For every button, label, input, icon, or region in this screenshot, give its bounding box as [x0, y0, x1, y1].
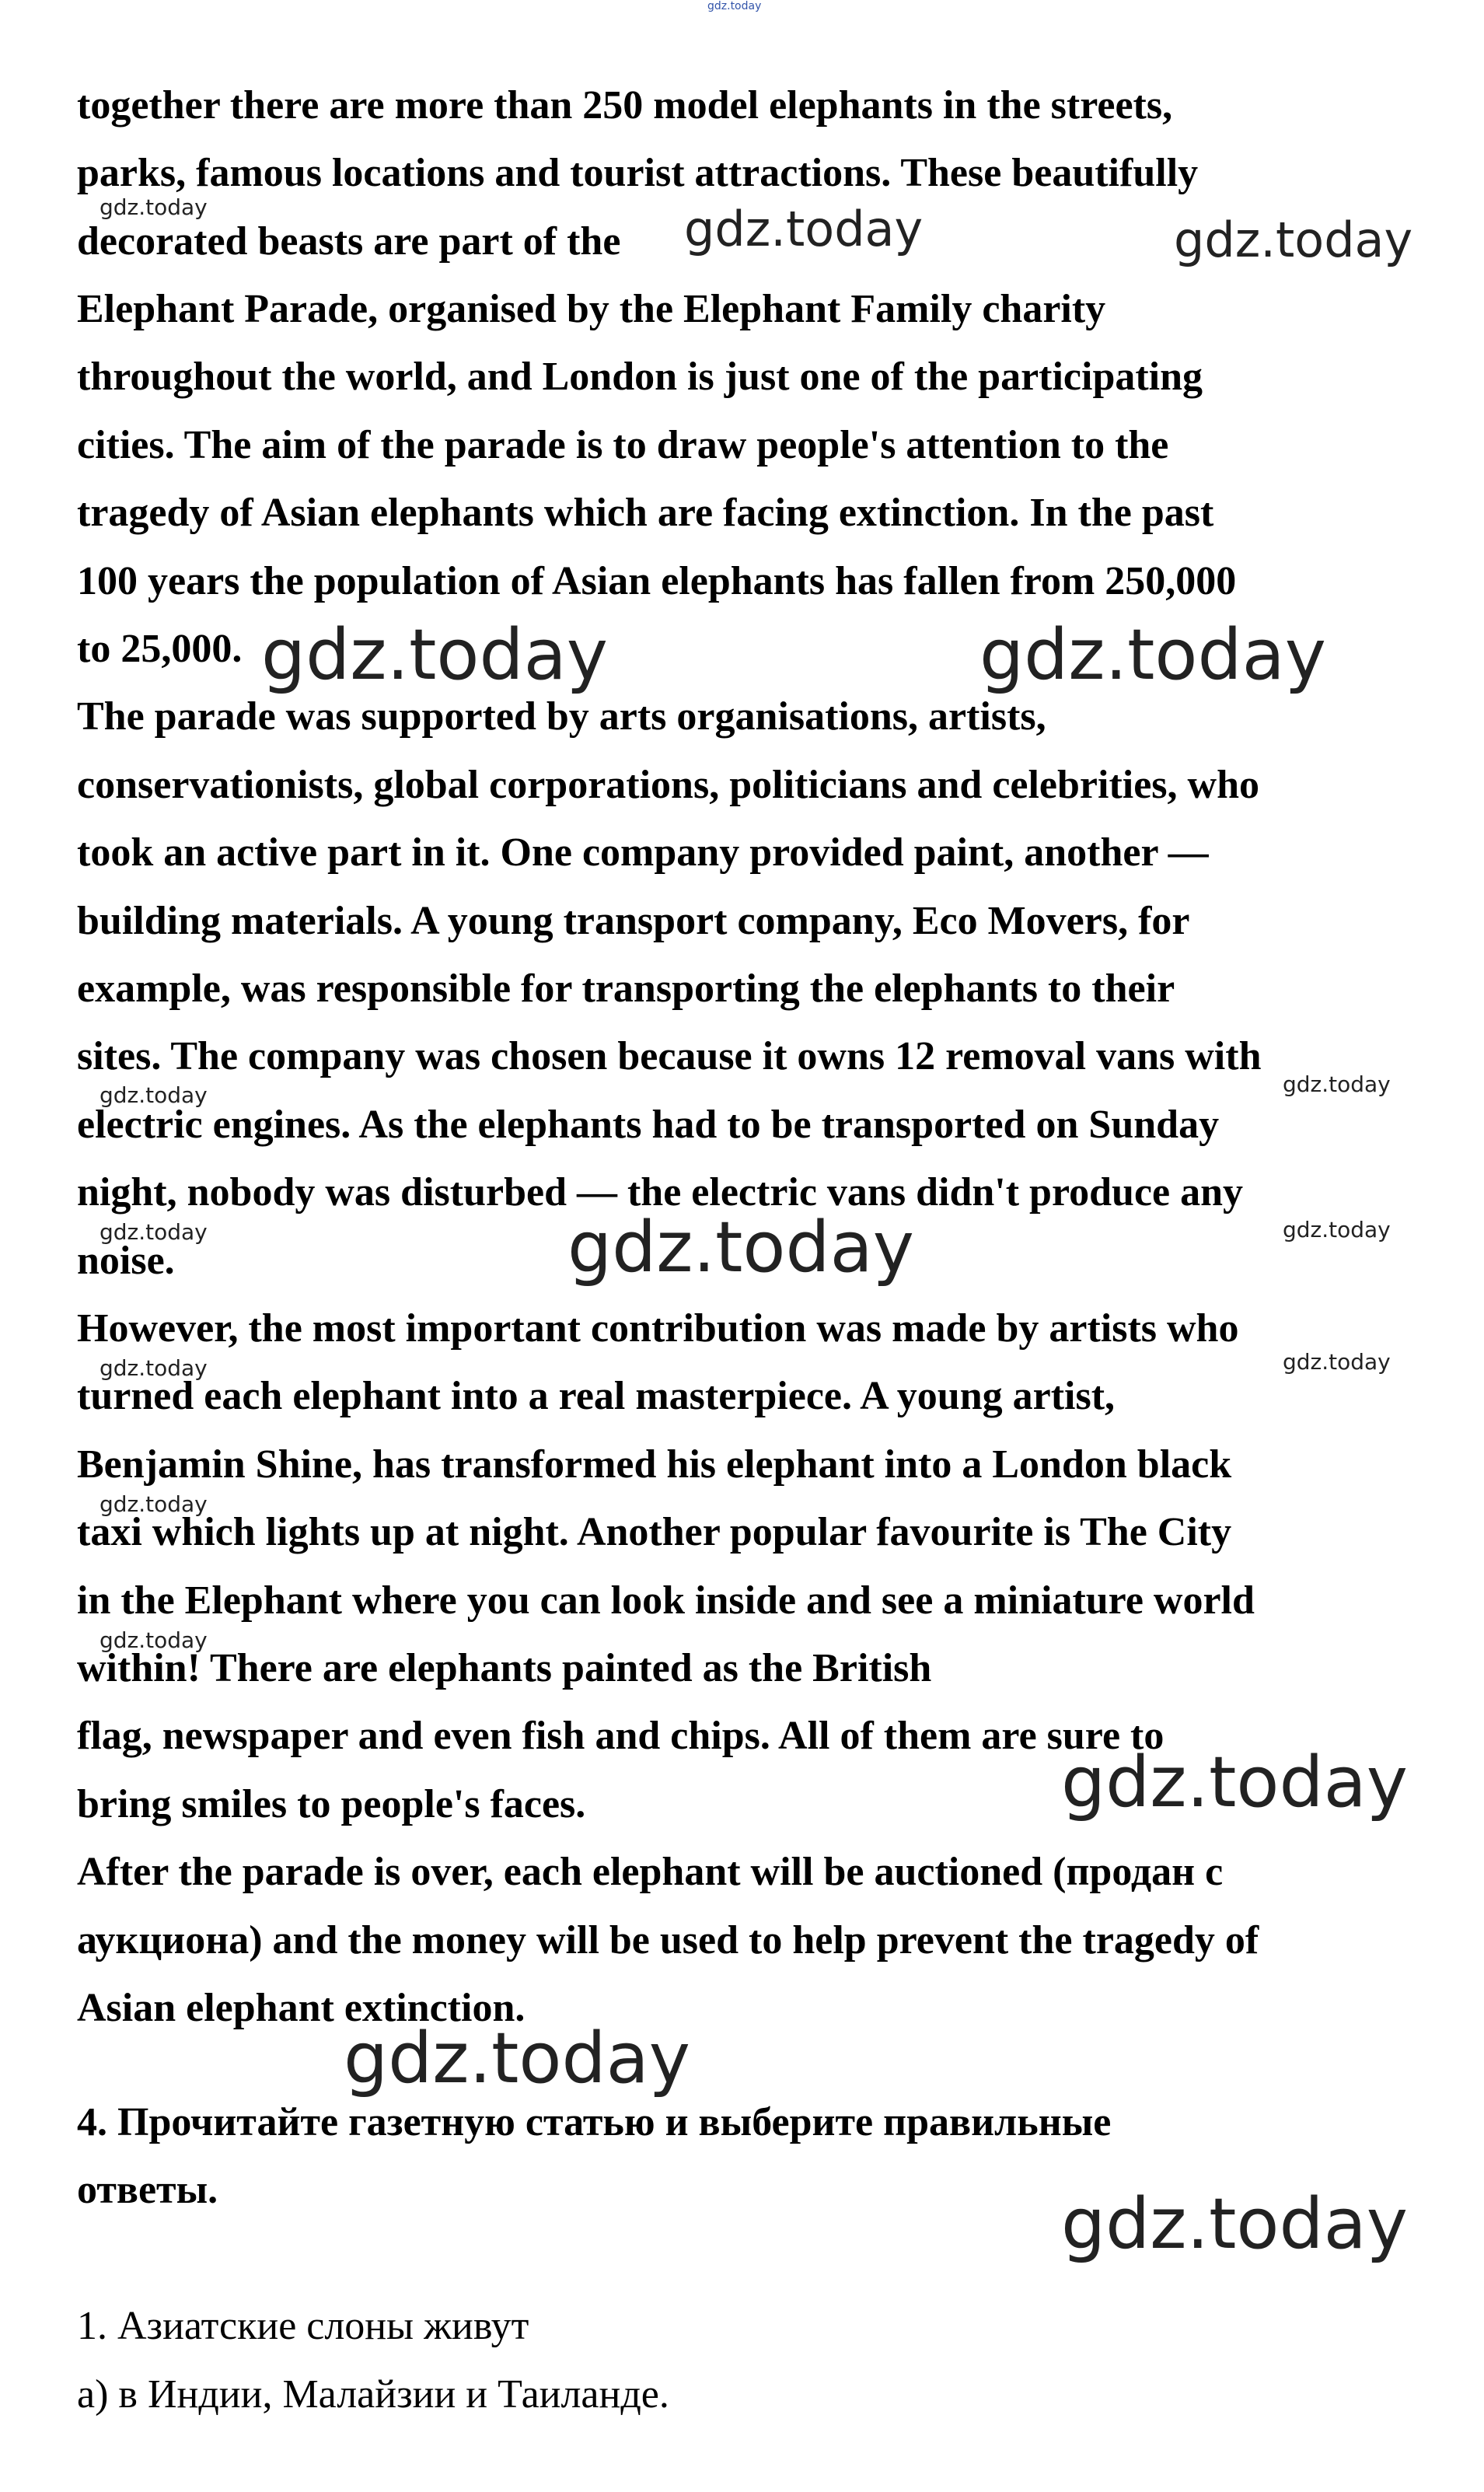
article-line-24: within! There are elephants painted as the British [77, 1646, 932, 1690]
article-line-10: The parade was supported by arts organisations, artists, [77, 694, 1046, 739]
watermark-1: gdz.today [100, 194, 208, 220]
article-line-8: 100 years the population of Asian elephants has fallen from 250,000 [77, 559, 1237, 603]
article-line-28: аукциона) and the money will be used to help prevent the tragedy of [77, 1918, 1259, 1962]
watermark-9: gdz.today [1283, 1217, 1391, 1243]
article-line-20: turned each elephant into a real masterpiece. A young artist, [77, 1374, 1116, 1418]
article-line-18: noise. [77, 1239, 175, 1283]
watermark-top: gdz.today [707, 0, 762, 12]
answer-option-a: а) в Индии, Малайзии и Таиланде. [77, 2372, 669, 2417]
article-line-1: together there are more than 250 model elephants in the streets, [77, 83, 1173, 128]
article-line-23: in the Elephant where you can look inside and see a miniature world [77, 1578, 1255, 1623]
article-line-9: to 25,000. [77, 627, 243, 671]
article-line-15: sites. The company was chosen because it owns 12 removal vans with [77, 1034, 1262, 1078]
article-line-13: building materials. A young transport company, Eco Movers, for [77, 899, 1190, 943]
article-line-2: parks, famous locations and tourist attractions. These beautifully [77, 151, 1199, 195]
article-line-16: electric engines. As the elephants had to be transported on Sunday [77, 1103, 1220, 1147]
question-text: 1. Азиатские слоны живут [77, 2304, 529, 2348]
article-line-12: took an active part in it. One company provided paint, another — [77, 830, 1209, 875]
watermark-16: gdz.today [344, 2018, 691, 2099]
article-line-27: After the parade is over, each elephant will be auctioned (продан с [77, 1850, 1224, 1894]
watermark-2: gdz.today [684, 201, 924, 257]
watermark-15: gdz.today [1061, 1742, 1409, 1823]
article-line-19: However, the most important contribution was made by artists who [77, 1306, 1239, 1351]
watermark-14: gdz.today [100, 1627, 208, 1653]
article-line-11: conservationists, global corporations, politicians and celebrities, who [77, 763, 1259, 807]
article-line-17: night, nobody was disturbed — the electric vans didn't produce any [77, 1170, 1244, 1215]
watermark-11: gdz.today [100, 1355, 208, 1381]
article-line-3: decorated beasts are part of the [77, 219, 621, 264]
article-line-5: throughout the world, and London is just one of the participating [77, 355, 1203, 399]
watermark-12: gdz.today [1283, 1349, 1391, 1375]
task-heading-line-2: ответы. [77, 2168, 218, 2212]
article-line-25: flag, newspaper and even fish and chips. All of them are sure to [77, 1714, 1165, 1758]
watermark-8: gdz.today [100, 1219, 208, 1245]
watermark-7: gdz.today [1283, 1071, 1391, 1097]
article-line-22: taxi which lights up at night. Another popular favourite is The City [77, 1510, 1232, 1554]
watermark-3: gdz.today [1174, 211, 1413, 268]
article-line-14: example, was responsible for transporting the elephants to their [77, 966, 1175, 1011]
watermark-6: gdz.today [100, 1082, 208, 1108]
article-line-26: bring smiles to people's faces. [77, 1782, 586, 1826]
watermark-13: gdz.today [100, 1491, 208, 1517]
watermark-5: gdz.today [979, 614, 1327, 696]
watermark-17: gdz.today [1061, 2183, 1409, 2265]
watermark-10: gdz.today [567, 1207, 915, 1288]
article-line-6: cities. The aim of the parade is to draw people's attention to the [77, 423, 1169, 467]
article-line-21: Benjamin Shine, has transformed his elephant into a London black [77, 1442, 1232, 1487]
article-line-7: tragedy of Asian elephants which are facing extinction. In the past [77, 491, 1214, 535]
task-heading-line-1: 4. Прочитайте газетную статью и выберите правильные [77, 2100, 1112, 2144]
article-line-29: Asian elephant extinction. [77, 1986, 526, 2030]
article-line-4: Elephant Parade, organised by the Elephant Family charity [77, 287, 1106, 331]
watermark-4: gdz.today [261, 614, 609, 696]
